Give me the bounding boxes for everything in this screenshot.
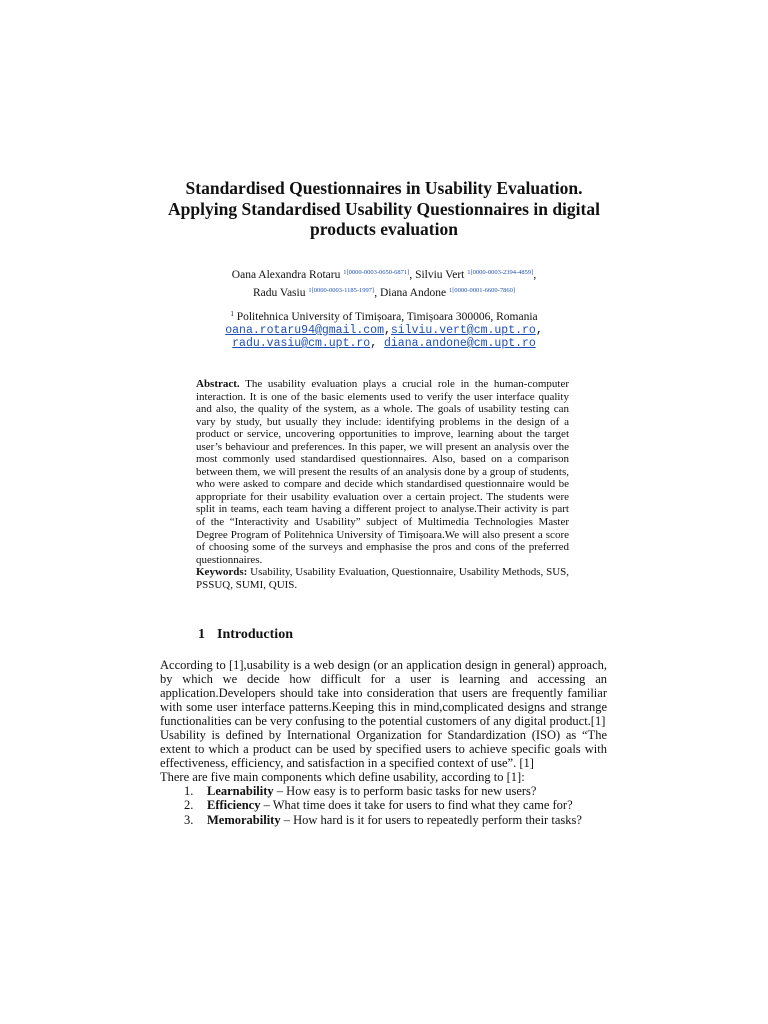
list-item-number: 2. bbox=[184, 798, 194, 813]
author-orcid: 1[0000-0003-1185-1997] bbox=[308, 287, 375, 294]
abstract-label: Abstract. bbox=[196, 378, 240, 390]
paper-title bbox=[150, 178, 618, 240]
abstract-text: The usability evaluation plays a crucial role in the human-computer interaction. It is one of the basic elements used to verify the user interface quality and also, the quality of the system, as a whole. The goals of usability testing can vary by study, but usually they include: identifying problems in the design of a product or service, uncovering opportunities to improve, learning about the target user’s behaviour and preferences. In this paper, we will present an analysis over the most commonly used standardised questionnaires. Also, based on a comparison between them, we will present the results of an analysis done by a group of students, who were asked to compare and decide which standardised questionnaire would be appropriate for their usability evaluation over a certain project. The students were split in teams, each team having a different project to analyse.Their activity is part of the “Interactivity and Usability” subject of Multimedia Technologies Master Degree Program of Politehnica University of Timișoara.We will also present a score of choosing some of the surveys and emphasise the pros and cons of the preferred questionnaires. bbox=[196, 378, 569, 566]
email-link[interactable]: oana.rotaru94@gmail.com bbox=[225, 324, 384, 337]
list-item-term: Learnability bbox=[207, 784, 274, 799]
body-text bbox=[160, 658, 607, 827]
title-line-2: Applying Standardised Usability Questionnaires in digital bbox=[168, 198, 600, 219]
paragraph: There are five main components which define usability, according to [1]: bbox=[160, 770, 525, 785]
components-list bbox=[160, 784, 607, 826]
list-item-text: – How hard is it for users to repeatedly perform their tasks? bbox=[280, 812, 582, 827]
author-orcid: 1[0000-0001-6600-7860] bbox=[448, 287, 516, 294]
author-name: Diana Andone bbox=[379, 287, 447, 299]
author-name: Radu Vasiu bbox=[252, 287, 306, 299]
author-name: Silviu Vert bbox=[415, 269, 465, 281]
affiliation-block: $^1$ Politehnica University of Timișoara, Timișoara 300006, Romania oana.rotaru94@gmail.com,silviu.vert@cm.upt.ro, radu.vasiu@cm.upt.ro, diana.andone@cm.upt.ro bbox=[225, 310, 543, 350]
affiliation-text: Politehnica University of Timișoara, Timișoara 300006, Romania bbox=[236, 311, 538, 323]
list-item-text: – How easy is to perform basic tasks for new users? bbox=[273, 784, 537, 799]
title-line-1: Standardised Questionnaires in Usability Evaluation. bbox=[185, 178, 583, 198]
title-line-3: products evaluation bbox=[310, 219, 458, 239]
list-item-number: 3. bbox=[184, 812, 194, 827]
email-link[interactable]: silviu.vert@cm.upt.ro bbox=[390, 324, 536, 337]
list-item-term: Efficiency bbox=[207, 798, 261, 813]
author-orcid: 1[0000-0003-0650-6871] bbox=[343, 269, 410, 276]
email-link[interactable]: radu.vasiu@cm.upt.ro bbox=[232, 337, 371, 350]
abstract-block bbox=[196, 378, 569, 591]
paragraph: Usability is defined by International Organization for Standardization (ISO) as “The extent to which a product can be used by specified users to achieve specific goals with effectiveness, efficiency, and satisfaction in a specified context of use”. [1] bbox=[160, 728, 607, 771]
list-item bbox=[160, 813, 607, 827]
list-item bbox=[160, 784, 607, 798]
email-link[interactable]: diana.andone@cm.upt.ro bbox=[384, 337, 536, 350]
paragraph: According to [1],usability is a web design (or an application design in general) approach, by which we decide how difficult for a user is learning and accessing an application.Developers should take into consideration that users are frequently familiar with some user interface patterns.Keeping this in mind,complicated designs and strange functionalities can be very confusing to the potential customers of any digital product.[1] bbox=[160, 658, 607, 729]
list-item-number: 1. bbox=[184, 784, 194, 799]
list-item-term: Memorability bbox=[207, 812, 281, 827]
author-name: Oana Alexandra Rotaru bbox=[231, 269, 341, 281]
section-heading bbox=[198, 627, 293, 643]
author-list: Oana Alexandra Rotaru $^{1[0000-0003-0650-6871]}$, Silviu Vert $^{1[0000-0003-2394-4859]}$, Radu Vasiu $^{1[0000-0003-1185-1997]}$, Diana Andone $^{1[0000-0001-6600-7860]}$ bbox=[231, 269, 537, 299]
author-orcid: 1[0000-0003-2394-4859] bbox=[467, 269, 534, 276]
keywords-text: Usability, Usability Evaluation, Questionnaire, Usability Methods, SUS, PSSUQ, SUMI, QUIS. bbox=[196, 566, 570, 591]
list-item-text: – What time does it take for users to find what they came for? bbox=[260, 798, 573, 813]
section-number: 1 bbox=[198, 627, 205, 642]
list-item bbox=[160, 798, 607, 812]
section-title: Introduction bbox=[217, 627, 293, 642]
keywords-label: Keywords: bbox=[196, 566, 248, 579]
affiliation-marker: 1 bbox=[230, 310, 234, 318]
